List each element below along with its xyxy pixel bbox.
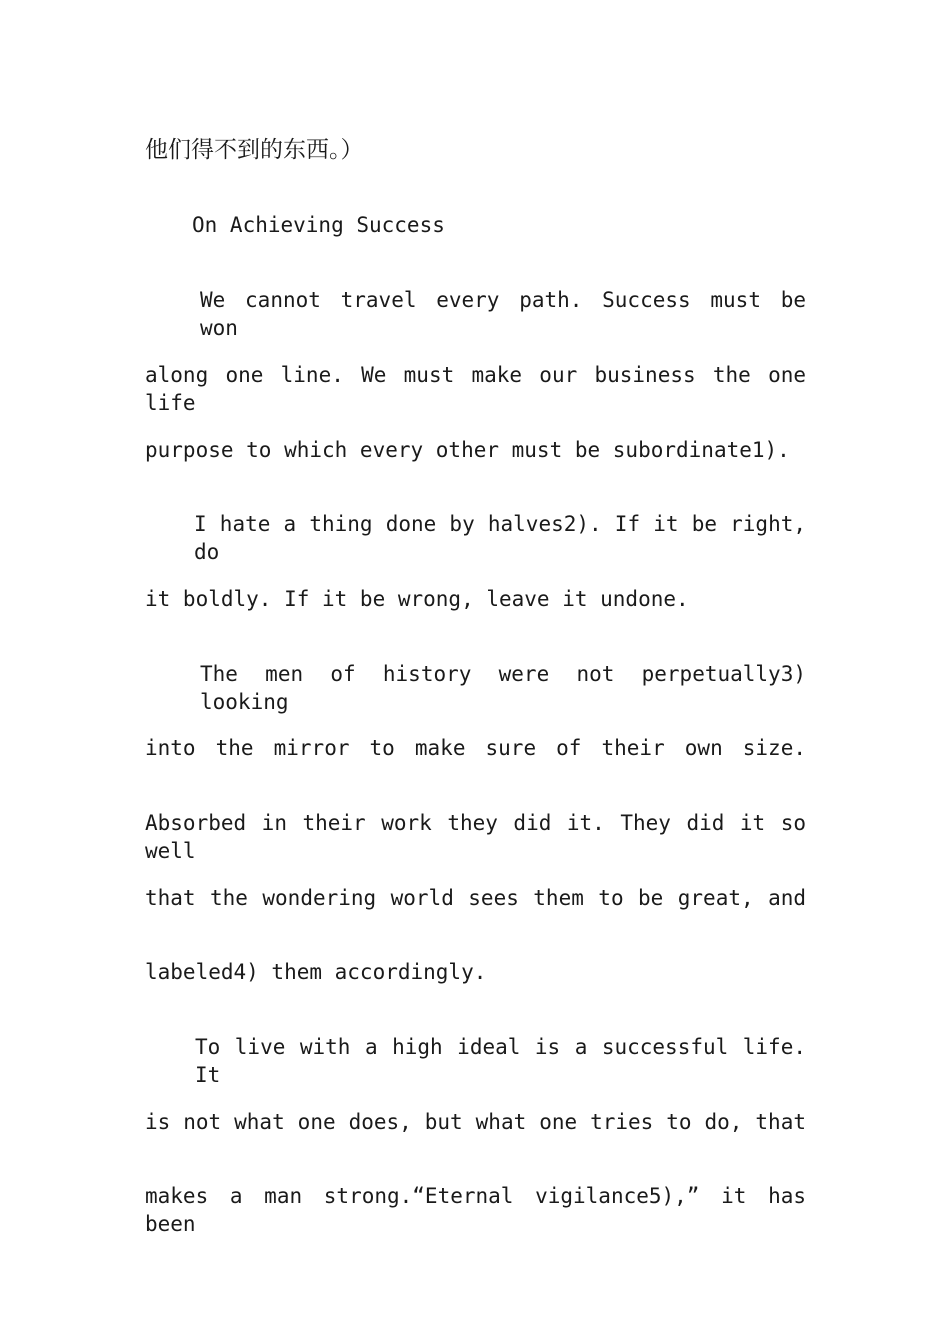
section-title: On Achieving Success — [192, 213, 445, 237]
text-line: it boldly. If it be wrong, leave it undone. — [145, 587, 689, 611]
text-line: Absorbed in their work they did it. They did it so well — [145, 811, 806, 863]
text-line: is not what one does, but what one tries to do, that — [145, 1110, 806, 1134]
text-line: labeled4) them accordingly. — [145, 960, 487, 984]
text-line: I hate a thing done by halves2). If it be right, do — [194, 512, 806, 564]
text-line: that the wondering world sees them to be great, and — [145, 886, 806, 910]
text-line: makes a man strong.“Eternal vigilance5),” it has been — [145, 1184, 806, 1236]
text-line: into the mirror to make sure of their own size. — [145, 736, 806, 760]
text-line: To live with a high ideal is a successful life. It — [195, 1035, 806, 1087]
text-line: 他们得不到的东西。） — [145, 137, 364, 163]
text-line: We cannot travel every path. Success must be won — [200, 288, 806, 340]
text-line: along one line. We must make our business the one life — [145, 363, 806, 415]
text-line: The men of history were not perpetually3) looking — [200, 662, 806, 714]
text-line: purpose to which every other must be subordinate1). — [145, 438, 790, 462]
